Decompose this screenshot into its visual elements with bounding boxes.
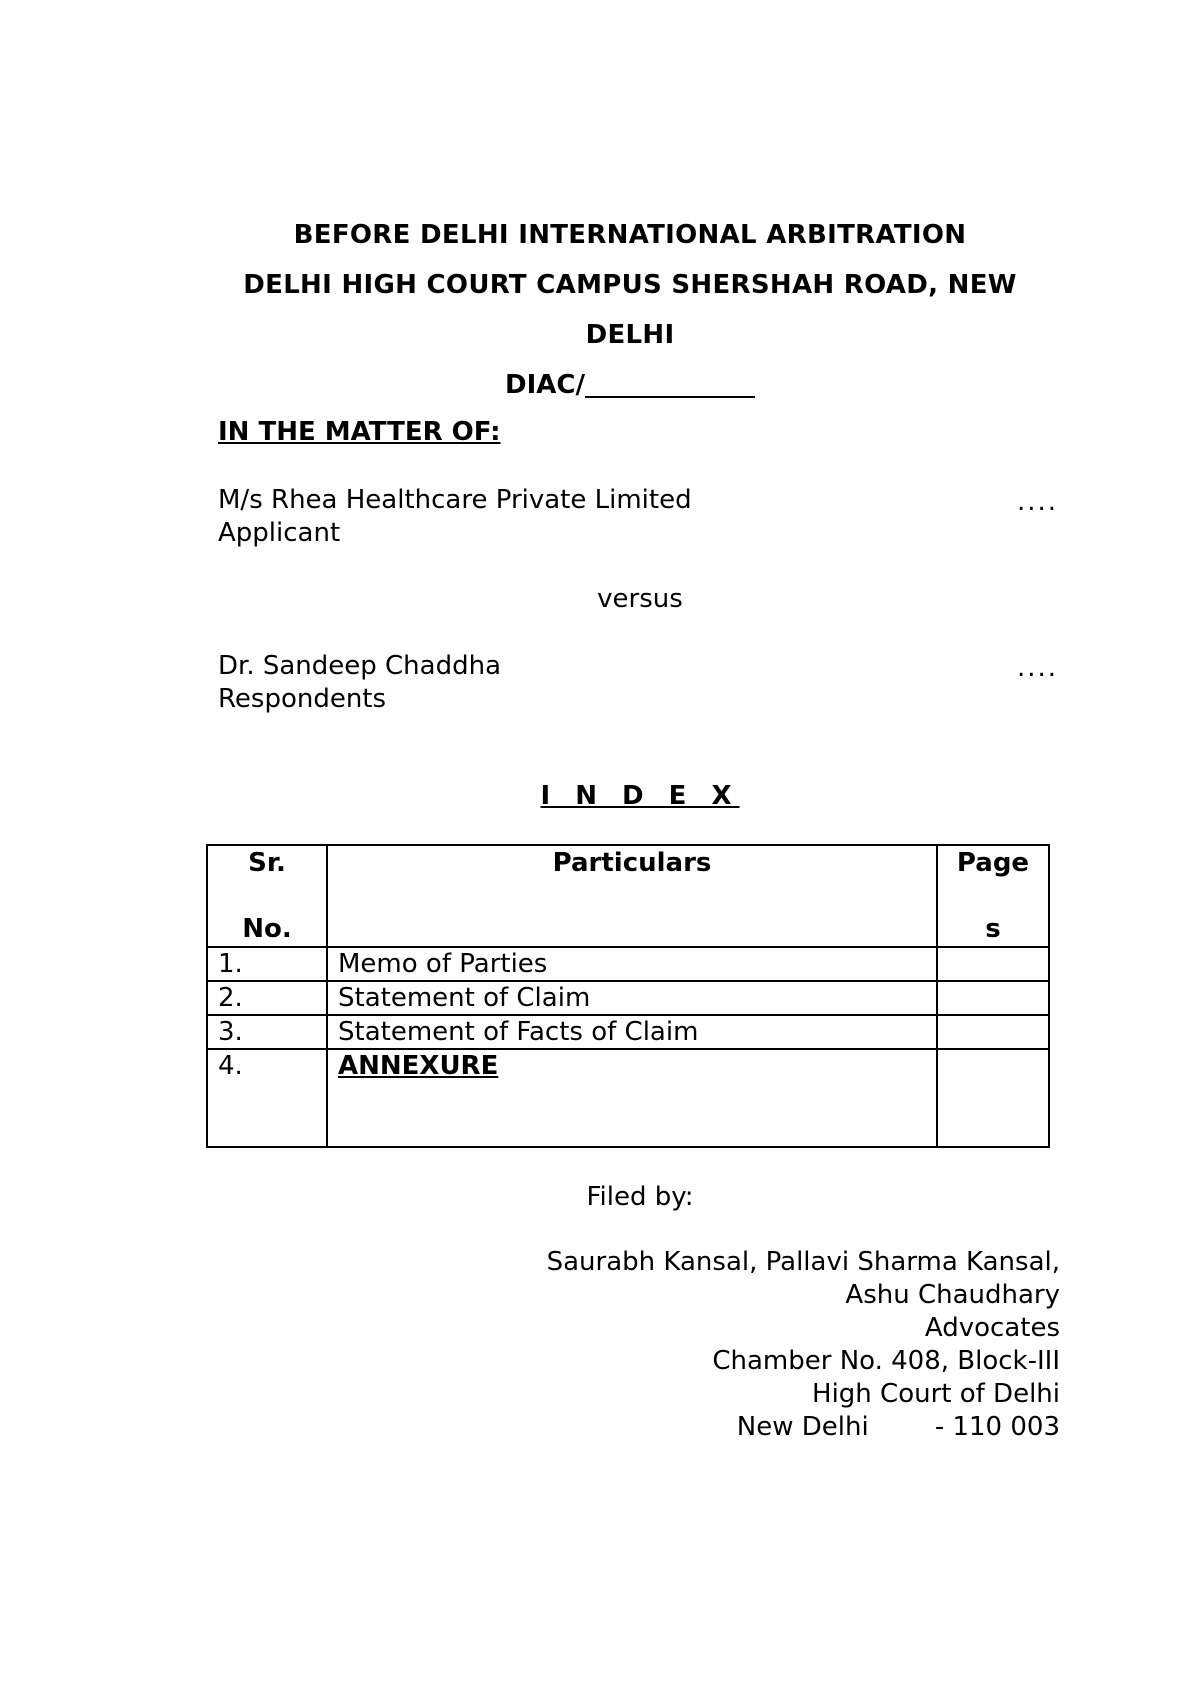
- row-pages: [937, 1049, 1049, 1147]
- advocate-names-cont: Ashu Chaudhary: [845, 1280, 1060, 1310]
- tribunal-heading-line-3: DELHI: [585, 320, 675, 350]
- annexure-label: ANNEXURE: [338, 1051, 499, 1081]
- applicant-dots: ....: [1016, 487, 1058, 517]
- row-sr: 3.: [207, 1015, 327, 1049]
- index-header-row: [207, 845, 1049, 947]
- row-particulars: Statement of Facts of Claim: [327, 1015, 937, 1049]
- row-sr: 1.: [207, 947, 327, 981]
- table-row: [207, 1049, 1049, 1147]
- row-particulars: Memo of Parties: [327, 947, 937, 981]
- applicant-role: Applicant: [218, 518, 341, 548]
- row-particulars: [327, 1049, 937, 1147]
- chamber-address: Chamber No. 408, Block-III: [712, 1346, 1060, 1376]
- applicant-block: [218, 484, 1060, 550]
- tribunal-heading-line-2: DELHI HIGH COURT CAMPUS SHERSHAH ROAD, NEW: [243, 270, 1017, 300]
- row-sr: 2.: [207, 981, 327, 1015]
- column-header-particulars: Particulars: [327, 845, 937, 947]
- advocates-title: Advocates: [924, 1313, 1060, 1343]
- column-header-pages: Page s: [937, 845, 1049, 947]
- row-particulars: Statement of Claim: [327, 981, 937, 1015]
- versus-text: versus: [597, 584, 683, 614]
- case-number: [200, 360, 1060, 410]
- table-row: [207, 947, 1049, 981]
- respondent-dots: ....: [1016, 653, 1058, 683]
- row-sr: 4.: [207, 1049, 327, 1147]
- table-row: [207, 981, 1049, 1015]
- index-title: I N D E X: [540, 781, 740, 811]
- filed-by-label: Filed by:: [586, 1182, 694, 1212]
- case-number-blank: [585, 360, 755, 398]
- advocates-block: [547, 1246, 1060, 1444]
- matter-heading: IN THE MATTER OF:: [218, 417, 501, 447]
- column-header-sr-no: Sr. No.: [207, 845, 327, 947]
- city-pincode: New Delhi - 110 003: [736, 1412, 1060, 1442]
- table-row: [207, 1015, 1049, 1049]
- court-name: High Court of Delhi: [812, 1379, 1060, 1409]
- case-number-prefix: DIAC/: [505, 370, 585, 400]
- row-pages: [937, 947, 1049, 981]
- applicant-name: M/s Rhea Healthcare Private Limited: [218, 485, 692, 515]
- respondent-block: [218, 650, 1060, 716]
- row-pages: [937, 981, 1049, 1015]
- tribunal-heading-line-1: BEFORE DELHI INTERNATIONAL ARBITRATION: [293, 220, 967, 250]
- respondent-name: Dr. Sandeep Chaddha: [218, 651, 502, 681]
- respondent-role: Respondents: [218, 684, 387, 714]
- advocate-names: Saurabh Kansal, Pallavi Sharma Kansal,: [546, 1247, 1060, 1277]
- index-table: [206, 844, 1050, 1148]
- row-pages: [937, 1015, 1049, 1049]
